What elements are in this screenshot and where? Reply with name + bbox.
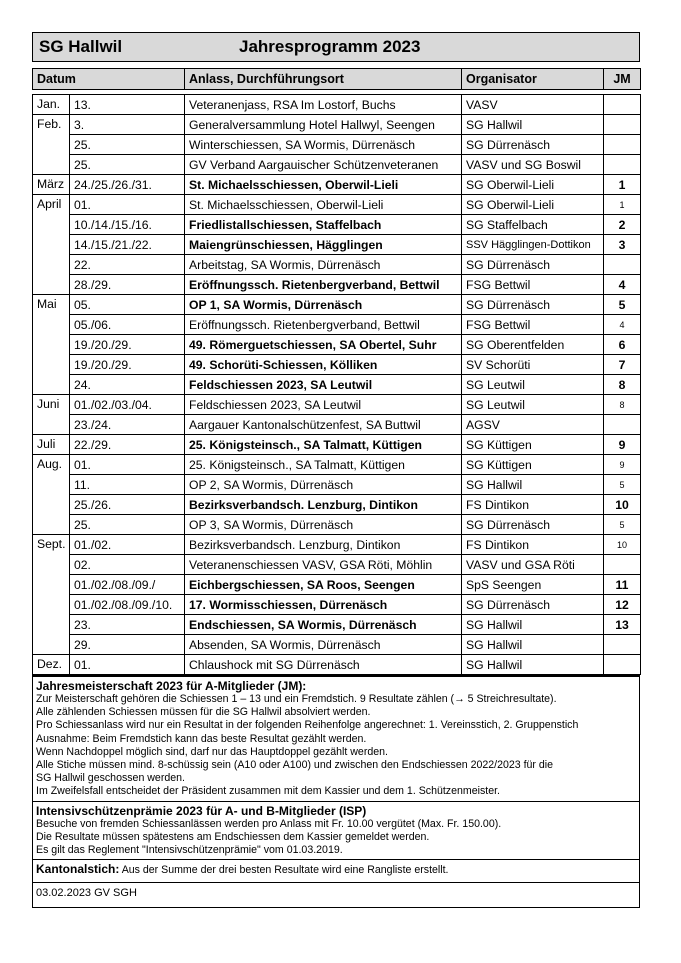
row-event: Eröffnungssch. Rietenbergverband, Bettwil [185,315,462,335]
table-row [33,175,641,195]
isp-section [32,802,640,861]
table-row [33,115,641,135]
jm-text [36,693,636,799]
column-header-datum: Datum [33,69,185,90]
row-date: 3. [70,115,185,135]
row-date: 24./25./26./31. [70,175,185,195]
row-month [33,375,70,395]
row-month [33,575,70,595]
kantonal-section [32,860,640,883]
row-jm: 9 [604,435,641,455]
table-row [33,95,641,115]
table-row [33,295,641,315]
row-jm: 2 [604,215,641,235]
table-row [33,135,641,155]
table-row [33,595,641,615]
row-date: 19./20./29. [70,355,185,375]
row-date: 23./24. [70,415,185,435]
table-row [33,515,641,535]
row-organizer: SG Oberentfelden [462,335,604,355]
row-date: 25. [70,155,185,175]
row-jm [604,115,641,135]
table-row [33,235,641,255]
row-jm [604,155,641,175]
table-row [33,535,641,555]
row-date: 19./20./29. [70,335,185,355]
row-date: 13. [70,95,185,115]
column-header-organisator: Organisator [462,69,604,90]
row-date: 22. [70,255,185,275]
footer: 03.02.2023 GV SGH [32,883,640,907]
row-month [33,315,70,335]
row-month [33,235,70,255]
text-line: Wenn Nachdoppel möglich sind, darf nur das Hauptdoppel gezählt werden. [36,745,388,758]
row-month [33,415,70,435]
row-jm: 8 [604,375,641,395]
row-month: Sept. [33,535,70,555]
row-month [33,155,70,175]
table-header-row [33,69,641,90]
jm-section [32,675,640,802]
table-row [33,555,641,575]
row-organizer: SV Schorüti [462,355,604,375]
table-row [33,395,641,415]
row-month [33,475,70,495]
row-event: OP 2, SA Wormis, Dürrenäsch [185,475,462,495]
row-event: Chlaushock mit SG Dürrenäsch [185,655,462,675]
row-organizer: SG Hallwil [462,615,604,635]
row-event: 25. Königsteinsch., SA Talmatt, Küttigen [185,455,462,475]
row-organizer: SpS Seengen [462,575,604,595]
row-jm: 4 [604,275,641,295]
row-date: 01. [70,455,185,475]
row-organizer: FS Dintikon [462,495,604,515]
row-organizer: SG Küttigen [462,455,604,475]
row-jm: 10 [604,495,641,515]
row-month [33,255,70,275]
row-organizer: SG Dürrenäsch [462,515,604,535]
text-line: Die Resultate müssen spätestens am Endschiessen dem Kassier gemeldet werden. [36,830,430,843]
row-organizer: AGSV [462,415,604,435]
column-header-jm: JM [604,69,641,90]
row-jm: 5 [604,295,641,315]
row-organizer: SG Oberwil-Lieli [462,195,604,215]
text-line: Im Zweifelsfall entscheidet der Präsident zusammen mit dem Kassier und dem 1. Schützenmeister. [36,785,500,798]
row-month: März [33,175,70,195]
row-event: Winterschiessen, SA Wormis, Dürrenäsch [185,135,462,155]
row-date: 01. [70,655,185,675]
title-bar [32,32,640,62]
row-month: April [33,195,70,215]
program-table [32,68,641,675]
row-date: 28./29. [70,275,185,295]
row-organizer: SG Leutwil [462,375,604,395]
text-line: Es gilt das Reglement "Intensivschützenprämie" vom 01.03.2019. [36,844,343,857]
jm-heading: Jahresmeisterschaft 2023 für A-Mitglieder (JM): [36,679,307,693]
table-row [33,215,641,235]
row-date: 25. [70,135,185,155]
row-jm: 9 [604,455,641,475]
text-line: Pro Schiessanlass wird nur ein Resultat in der folgenden Reihenfolge angerechnet: 1. Vereinsstich, 2. Gruppenstich [36,719,579,732]
table-row [33,275,641,295]
table-row [33,455,641,475]
row-jm [604,555,641,575]
row-event: Maiengrünschiessen, Hägglingen [185,235,462,255]
row-event: Eichbergschiessen, SA Roos, Seengen [185,575,462,595]
row-organizer: FS Dintikon [462,535,604,555]
row-event: 25. Königsteinsch., SA Talmatt, Küttigen [185,435,462,455]
table-row [33,495,641,515]
row-date: 01. [70,195,185,215]
row-organizer: VASV [462,95,604,115]
row-event: Aargauer Kantonalschützenfest, SA Buttwil [185,415,462,435]
row-jm: 4 [604,315,641,335]
row-organizer: VASV und GSA Röti [462,555,604,575]
row-jm: 11 [604,575,641,595]
text-line: Alle zählenden Schiessen müssen für die SG Hallwil absolviert werden. [36,706,371,719]
row-date: 05. [70,295,185,315]
row-jm: 1 [604,195,641,215]
row-event: Friedlistallschiessen, Staffelbach [185,215,462,235]
row-event: Feldschiessen 2023, SA Leutwil [185,375,462,395]
row-month: Dez. [33,655,70,675]
row-date: 01./02./08./09./10. [70,595,185,615]
table-row [33,335,641,355]
row-organizer: SG Hallwil [462,655,604,675]
row-organizer: SG Dürrenäsch [462,595,604,615]
row-month: Mai [33,295,70,315]
row-jm: 10 [604,535,641,555]
row-event: Arbeitstag, SA Wormis, Dürrenäsch [185,255,462,275]
program-table-body [33,95,641,675]
row-event: 49. Schorüti-Schiessen, Kölliken [185,355,462,375]
row-date: 05./06. [70,315,185,335]
row-date: 14./15./21./22. [70,235,185,255]
row-organizer: SG Hallwil [462,115,604,135]
table-row [33,655,641,675]
page-title: Jahresprogramm 2023 [239,37,421,56]
row-event: Veteranenjass, RSA Im Lostorf, Buchs [185,95,462,115]
row-jm: 5 [604,475,641,495]
table-row [33,575,641,595]
table-row [33,155,641,175]
club-name: SG Hallwil [39,37,123,56]
row-jm: 13 [604,615,641,635]
row-event: GV Verband Aargauischer Schützenveteranen [185,155,462,175]
row-date: 29. [70,635,185,655]
row-month: Feb. [33,115,70,135]
isp-heading: Intensivschützenprämie 2023 für A- und B-Mitglieder (ISP) [36,803,367,818]
row-event: Absenden, SA Wormis, Dürrenäsch [185,635,462,655]
kantonal-label: Kantonalstich: [36,862,120,877]
row-date: 22./29. [70,435,185,455]
isp-text [36,818,636,858]
row-event: 49. Römerguetschiessen, SA Obertel, Suhr [185,335,462,355]
program-sheet [32,32,640,908]
row-month: Juli [33,435,70,455]
row-date: 23. [70,615,185,635]
row-date: 25./26. [70,495,185,515]
row-date: 01./02./03./04. [70,395,185,415]
table-row [33,195,641,215]
row-date: 11. [70,475,185,495]
row-event: Bezirksverbandsch. Lenzburg, Dintikon [185,495,462,515]
row-jm [604,135,641,155]
row-jm [604,255,641,275]
table-row [33,255,641,275]
row-jm: 7 [604,355,641,375]
row-organizer: SG Oberwil-Lieli [462,175,604,195]
row-month [33,355,70,375]
row-event: Eröffnungssch. Rietenbergverband, Bettwil [185,275,462,295]
row-month [33,595,70,615]
table-row [33,315,641,335]
text-line: Alle Stiche müssen mind. 8-schüssig sein (A10 oder A100) und zwischen den Endschiessen 2022/2023 für die [36,759,554,772]
row-jm [604,655,641,675]
text-line: Besuche von fremden Schiessanlässen werden pro Anlass mit Fr. 10.00 vergütet (Max. Fr. 150.00). [36,817,502,830]
row-month [33,615,70,635]
row-month [33,135,70,155]
column-header-anlass: Anlass, Durchführungsort [185,69,462,90]
table-row [33,375,641,395]
row-organizer: SG Dürrenäsch [462,295,604,315]
row-organizer: SG Hallwil [462,475,604,495]
row-jm [604,415,641,435]
row-organizer: VASV und SG Boswil [462,155,604,175]
row-month: Jan. [33,95,70,115]
row-event: Veteranenschiessen VASV, GSA Röti, Möhlin [185,555,462,575]
row-month [33,555,70,575]
row-event: 17. Wormisschiessen, Dürrenäsch [185,595,462,615]
row-month: Juni [33,395,70,415]
row-organizer: SSV Hägglingen-Dottikon [462,235,604,255]
row-month [33,495,70,515]
table-row [33,475,641,495]
row-event: St. Michaelsschiessen, Oberwil-Lieli [185,195,462,215]
row-month [33,215,70,235]
row-jm: 8 [604,395,641,415]
table-row [33,435,641,455]
row-month [33,275,70,295]
row-organizer: SG Dürrenäsch [462,135,604,155]
row-jm: 3 [604,235,641,255]
table-row [33,615,641,635]
row-jm: 12 [604,595,641,615]
row-organizer: SG Dürrenäsch [462,255,604,275]
row-jm [604,95,641,115]
row-date: 01./02. [70,535,185,555]
row-event: Generalversammlung Hotel Hallwyl, Seengen [185,115,462,135]
row-date: 24. [70,375,185,395]
row-jm: 1 [604,175,641,195]
row-event: Bezirksverbandsch. Lenzburg, Dintikon [185,535,462,555]
row-date: 10./14./15./16. [70,215,185,235]
row-event: Feldschiessen 2023, SA Leutwil [185,395,462,415]
row-organizer: SG Hallwil [462,635,604,655]
row-organizer: SG Küttigen [462,435,604,455]
row-event: OP 3, SA Wormis, Dürrenäsch [185,515,462,535]
row-jm: 5 [604,515,641,535]
kantonal-text: Aus der Summe der drei besten Resultate wird eine Rangliste erstellt. [119,864,449,877]
row-event: St. Michaelsschiessen, Oberwil-Lieli [185,175,462,195]
row-organizer: FSG Bettwil [462,315,604,335]
row-date: 25. [70,515,185,535]
text-line: Ausnahme: Beim Fremdstich kann das beste Resultat gezählt werden. [36,732,367,745]
text-line: SG Hallwil geschossen werden. [36,772,185,785]
row-jm [604,635,641,655]
text-line: Zur Meisterschaft gehören die Schiessen 1 – 13 und ein Fremdstich. 9 Resultate zählen (→ 5 Streichresultate). [36,693,557,705]
row-organizer: SG Staffelbach [462,215,604,235]
table-row [33,415,641,435]
row-month [33,515,70,535]
row-event: OP 1, SA Wormis, Dürrenäsch [185,295,462,315]
row-organizer: SG Leutwil [462,395,604,415]
row-jm: 6 [604,335,641,355]
row-date: 02. [70,555,185,575]
row-organizer: FSG Bettwil [462,275,604,295]
row-month [33,635,70,655]
row-event: Endschiessen, SA Wormis, Dürrenäsch [185,615,462,635]
row-date: 01./02./08./09./ [70,575,185,595]
row-month [33,335,70,355]
row-month: Aug. [33,455,70,475]
table-row [33,355,641,375]
table-row [33,635,641,655]
